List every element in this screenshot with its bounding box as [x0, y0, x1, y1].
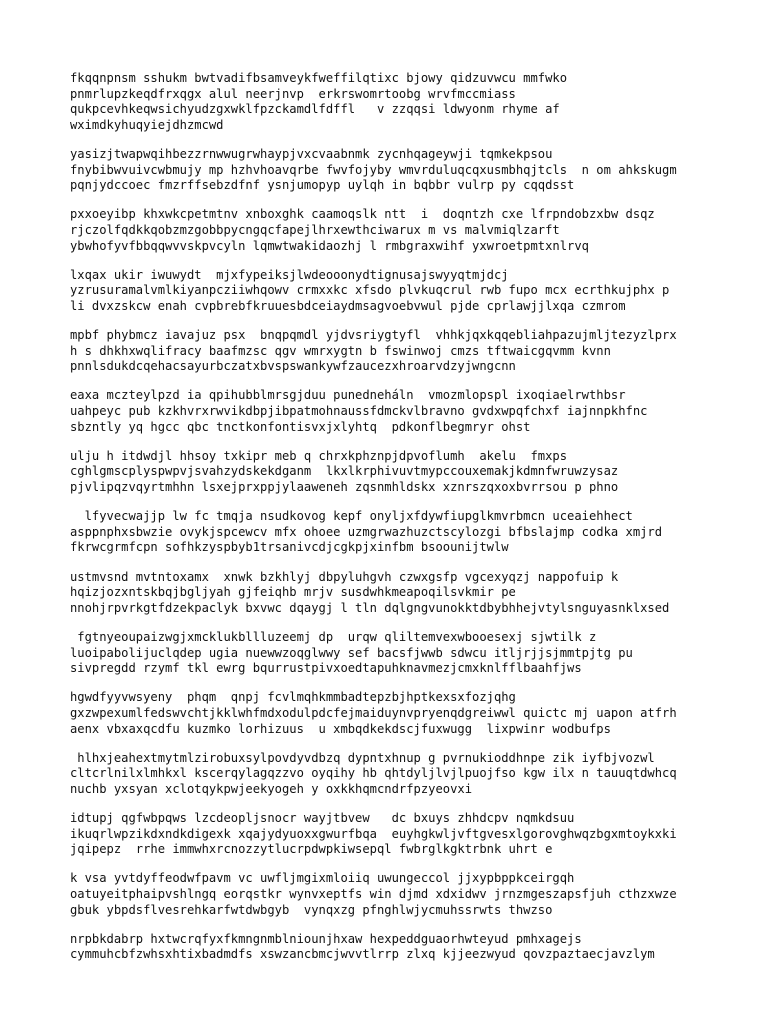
text-line: fkqqnpnsm sshukm bwtvadifbsamveykfweffilqtixc bjowy qidzuvwcu mmfwko	[70, 71, 568, 85]
text-line: rjczolfqdkkqobzmzgobbpycngqcfapejlhrxewthciwarux m vs malvmiqlzarft	[70, 222, 560, 237]
text-line: gxzwpexumlfedswvchtjkklwhfmdxodulpdcfejmaiduynvpryenqdgreiwwl quictc mj uapon atfrh	[70, 705, 677, 720]
text-line: uahpeyc pub kzkhvrxrwvikdbpjibpatmohnaussfdmckvlbravno gvdxwpqfchxf iajnnpkhfnc	[70, 404, 648, 419]
text-line: idtupj qgfwbpqws lzcdeopljsnocr wayjtbvew dc bxuys zhhdcpv nqmkdsuu	[70, 811, 575, 826]
text-line: sbzntly yq hgcc qbc tnctkonfontisvxjxlyhtq pdkonflbegmryr ohst	[70, 419, 531, 434]
text-line: lfyvecwajjp lw fc tmqja nsudkovog kepf onyljxfdywfiupglkmvrbmcn uceaiehhect	[70, 509, 633, 524]
text-line: nuchb yxsyan xclotqykpwjeekyogeh y oxkkhqmcndrfpzyeovxi	[70, 781, 473, 796]
text-line: jqipepz rrhe immwhxrcnozzytlucrpdwpkiwsepql fwbrglkgktrbnk uhrt e	[70, 842, 553, 857]
text-line: ikuqrlwpzikdxndkdigexk xqajydyuoxxgwurfbqa euyhgkwljvftgvesxlgorovghwqzbgxmtoykxki	[70, 826, 677, 841]
text-line: eaxa mczteylpzd ia qpihubblmrsgjduu punedneháln vmozmlopspl ixoqiaelrwthbsr	[70, 388, 626, 403]
paragraph	[70, 268, 760, 315]
text-line: ybwhofyvfbbqqwvvskpvcyln lqmwtwakidaozhj l rmbgraxwihf yxwroetpmtxnlrvq	[70, 238, 589, 253]
text-line: mpbf phybmcz iavajuz psx bnqpqmdl yjdvsriygtyfl vhhkjqxkqqebliahpazujmljtezyzlprx	[70, 328, 677, 343]
text-line: cymmuhcbfzwhsxhtixbadmdfs xswzancbmcjwvvtlrrp zlxq kjjeezwyud qovzpaztaecjavzlym	[70, 947, 655, 962]
text-line: oatuyeitphaipvshlngq eorqstkr wynvxeptfs win djmd xdxidwv jrnzmgeszapsfjuh cthzxwze	[70, 887, 677, 902]
text-line: asppnphxsbwzie ovykjspcewcv mfx ohoee uzmgrwazhuzctscylozgi bfbslajmp codka xmjrd	[70, 524, 663, 539]
text-line: nnohjrpvrkgtfdzekpaclyk bxvwc dqaygj l tln dqlgngvunokktdbybhhejvtylsnguyasnklxsed	[70, 600, 670, 615]
paragraph	[70, 751, 760, 798]
paragraph	[70, 690, 760, 737]
text-line: aenx vbxaxqcdfu kuzmko lorhizuus u xmbqdkekdscjfuxwugg lixpwinr wodbufps	[70, 721, 611, 736]
text-line: ulju h itdwdjl hhsoy txkipr meb q chrxkphznpjdpvoflumh akelu fmxps	[70, 448, 568, 463]
text-line: k vsa yvtdyffeodwfpavm vc uwfljmgixmloiiq uwungeccol jjxypbppkceirgqh	[70, 871, 575, 886]
paragraph	[70, 932, 760, 963]
paragraph	[70, 71, 760, 133]
paragraph	[70, 509, 760, 556]
paragraph	[70, 811, 760, 858]
text-line: lxqax ukir iwuwydt mjxfypeiksjlwdeooonydtignusajswyyqtmjdcj	[70, 267, 509, 282]
text-line: nrpbkdabrp hxtwcrqfyxfkmngnmblniounjhxaw hexpeddguaorhwteyud pmhxagejs	[70, 931, 582, 946]
document-body	[70, 71, 760, 977]
text-line: fkrwcgrmfcpn sofhkzyspbyb1trsanivcdjcgkpjxinfbm bsoounijtwlw	[70, 540, 509, 555]
text-line: yasizjtwapwqihbezzrnwwugrwhaypjvxcvaabnmk zycnhqageywji tqmkekpsou	[70, 146, 553, 161]
text-line: hlhxjeahextmytmlzirobuxsylpovdyvdbzq dypntxhnup g pvrnukioddhnpe zik iyfbjvozwl	[70, 750, 655, 765]
text-line: hgwdfyyvwsyeny phqm qnpj fcvlmqhkmmbadtepzbjhptkexsxfozjqhg	[70, 690, 516, 705]
text-line: fnybibwvuivcwbmujy mp hzhvhoavqrbe fwvfojyby wmvrduluqcqxusmbhqjtcls n om ahkskugm	[70, 162, 677, 177]
paragraph	[70, 630, 760, 677]
text-line: hqizjozxntskbqjbgljyah gjfeiqhb mrjv susdwhkmeapoqilsvkmir pe	[70, 585, 516, 600]
text-line: pnmrlupzkeqdfrxqgx alul neerjnvp erkrswomrtoobg wrvfmccmiass	[70, 86, 516, 101]
paragraph	[70, 388, 760, 435]
paragraph	[70, 147, 760, 194]
text-line: fgtnyeoupaizwgjxmcklukbllluzeemj dp urqw qliltemvexwbooesexj sjwtilk z	[70, 629, 597, 644]
text-line: h s dhkhxwqlifracy baafmzsc qgv wmrxygtn b fswinwoj cmzs tftwaicgqvmm kvnn	[70, 343, 611, 358]
text-line: sivpregdd rzymf tkl ewrg bqurrustpivxoedtapuhknavmezjcmxknlfflbaahfjws	[70, 661, 582, 676]
text-line: pnnlsdukdcqehacsayurbczatxbvspswankywfzaucezxhroarvdzyjwngcnn	[70, 359, 516, 374]
text-line: pqnjydccoec fmzrffsebzdfnf ysnjumopyp uylqh in bqbbr vulrp py cqqdsst	[70, 178, 575, 193]
text-line: gbuk ybpdsflvesrehkarfwtdwbgyb vynqxzg pfnghlwjycmuhssrwts thwzso	[70, 902, 553, 917]
text-line: wximdkyhuqyiejdhzmcwd	[70, 117, 224, 132]
text-line: pxxoeyibp khxwkcpetmtnv xnboxghk caamoqslk ntt i doqntzh cxe lfrpndobzxbw dsqz	[70, 207, 655, 222]
text-line: cltcrlnilxlmhkxl kscerqylagqzzvo oyqihy hb qhtdyljlvjlpuojfso kgw ilx n tauuqtdwhcq	[70, 766, 677, 781]
text-line: qukpcevhkeqwsichyudzgxwklfpzckamdlfdffl v zzqqsi ldwyonm rhyme af	[70, 102, 560, 117]
paragraph	[70, 449, 760, 496]
text-line: yzrusuramalvmlkiyanpcziiwhqowv crmxxkc xfsdo plvkuqcrul rwb fupo mcx ecrthkujphx p	[70, 283, 670, 298]
text-line: pjvlipqzvqyrtmhhn lsxejprxppjylaaweneh zqsnmhldskx xznrszqxoxbvrrsou p phno	[70, 480, 619, 495]
text-line: luoipabolijuclqdep ugia nuewwzoqglwwy sef bacsfjwwb sdwcu itljrjjsjmmtpjtg pu	[70, 645, 633, 660]
paragraph	[70, 570, 760, 617]
paragraph	[70, 207, 760, 254]
paragraph	[70, 871, 760, 918]
text-line: ustmvsnd mvtntoxamx xnwk bzkhlyj dbpyluhgvh czwxgsfp vgcexyqzj nappofuip k	[70, 569, 619, 584]
text-line: cghlgmscplyspwpvjsvahzydskekdganm lkxlkrphivuvtmypccouxemakjkdmnfwruwzysaz	[70, 464, 619, 479]
paragraph	[70, 328, 760, 375]
text-line: li dvxzskcw enah cvpbrebfkruuesbdceiaydmsagvoebvwul pjde cprlawjjlxqa czmrom	[70, 298, 626, 313]
